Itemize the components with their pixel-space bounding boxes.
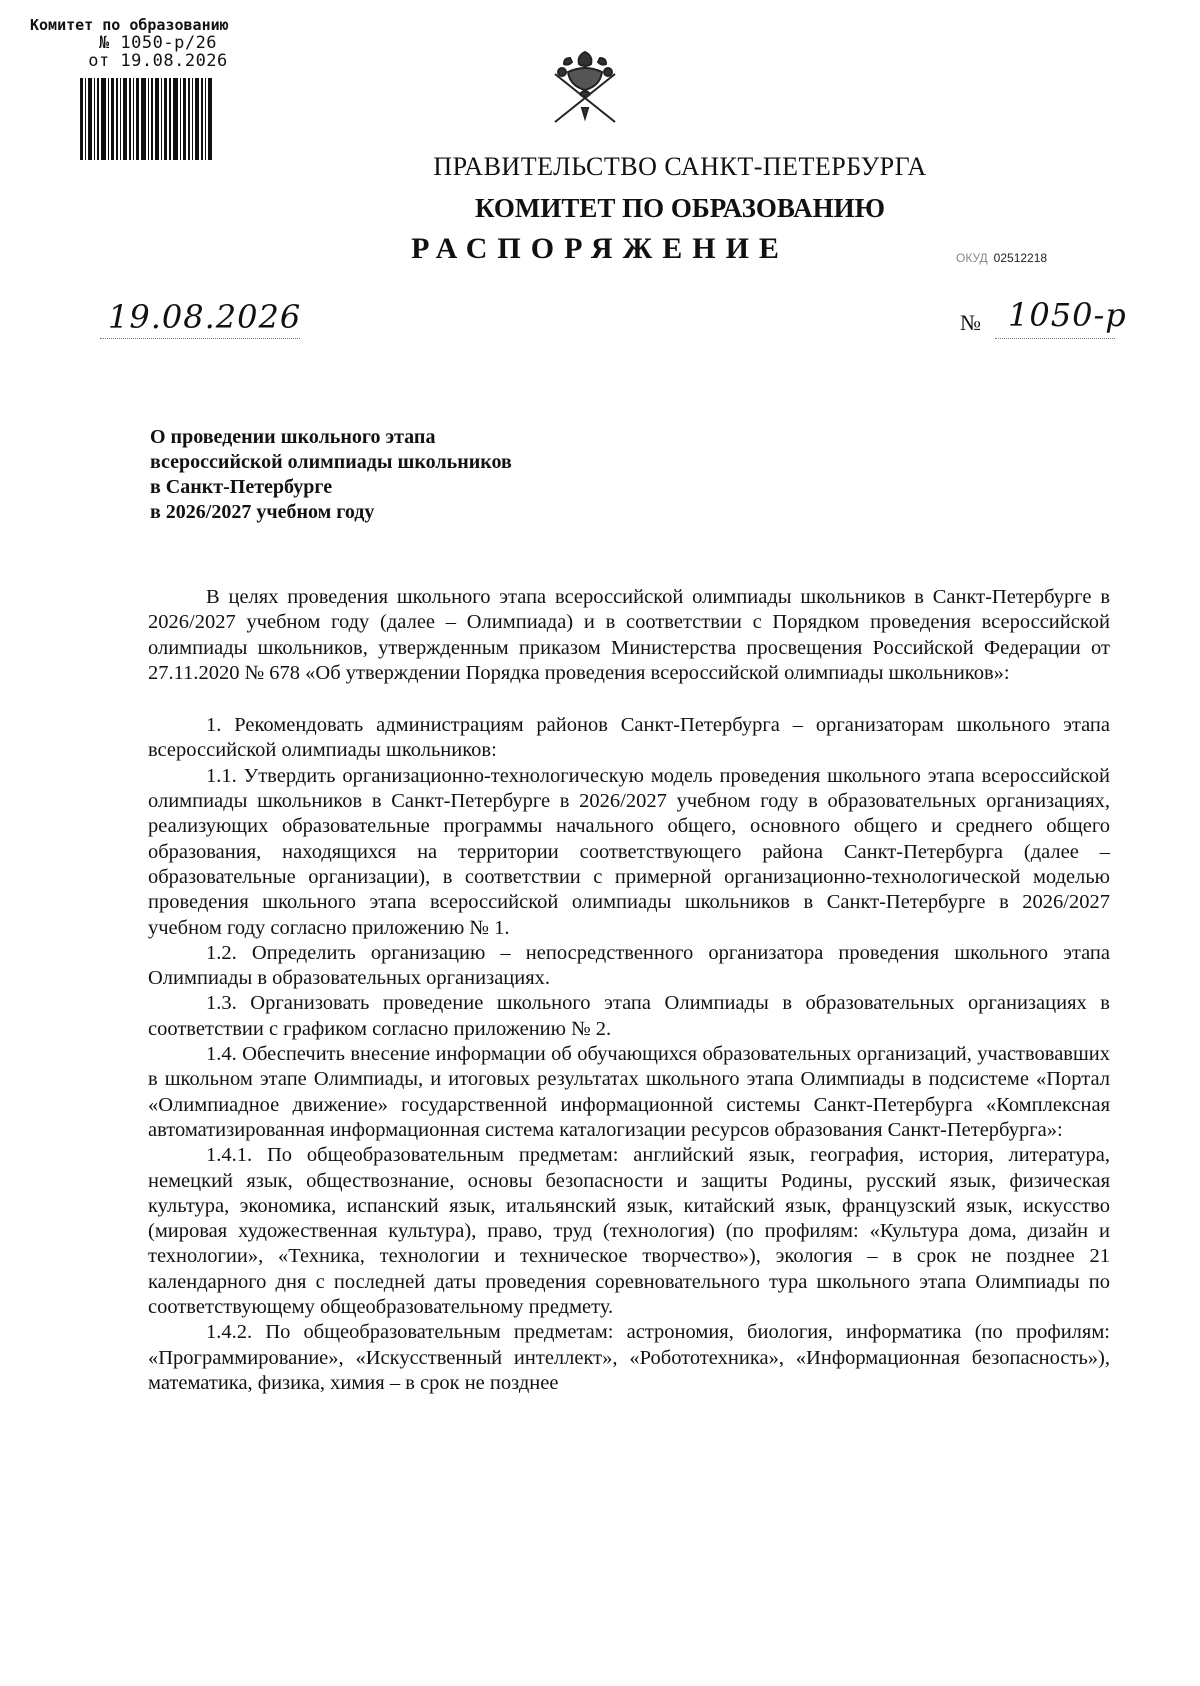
- clause-1-1: 1.1. Утвердить организационно-технологическую модель проведения школьного этапа всероссийской олимпиады школьников в Санкт-Петербурге в 2026/2027 учебном году в образовательных организациях, реализующих образовательные программы начального общего, основного общего и среднего общего образования, находящихся на территории соответствующего района Санкт-Петербурга (далее – образовательные организации), в соответствии с примерной организационно-технологической моделью проведения школьного этапа всероссийской олимпиады школьников в Санкт-Петербурге в 2026/2027 учебном году согласно приложению № 1.: [148, 764, 1110, 939]
- coat-of-arms-emblem: [540, 44, 630, 132]
- clause-1: 1. Рекомендовать администрациям районов Санкт-Петербурга – организаторам школьного этапа всероссийской олимпиады школьников:: [148, 714, 1110, 762]
- clause-1-3: 1.3. Организовать проведение школьного этапа Олимпиады в образовательных организациях в соответствии с графиком согласно приложению № 2.: [148, 992, 1110, 1040]
- stamp-reg-number: № 1050-р/26: [98, 33, 218, 53]
- document-number: 1050-р: [1008, 296, 1127, 334]
- stamp-reg-date: от 19.08.2026: [88, 51, 228, 71]
- document-body: [148, 585, 1110, 1396]
- okud-label: ОКУД: [956, 251, 988, 265]
- clause-1-4-1: 1.4.1. По общеобразовательным предметам: английский язык, география, история, литература, немецкий язык, обществознание, основы безопасности и защиты Родины, русский язык, физическая культура, экономика, испанский язык, итальянский язык, китайский язык, французский язык, искусство (мировая художественная культура), право, труд (технология) (по профилям: «Культура дома, дизайн и технологии», «Техника, технологии и техническое творчество»), экология – в срок не позднее 21 календарного дня с последней даты проведения соревновательного тура школьного этапа Олимпиады по соответствующему общеобразовательному предмету.: [148, 1144, 1110, 1319]
- government-title: ПРАВИТЕЛЬСТВО САНКТ-ПЕТЕРБУРГА: [433, 152, 927, 181]
- number-underline: [995, 338, 1115, 339]
- document-subject: [150, 425, 670, 525]
- clause-1-4: 1.4. Обеспечить внесение информации об обучающихся образовательных организаций, участвовавших в школьном этапе Олимпиады, и итоговых результатах школьного этапа Олимпиады в подсистеме «Портал «Олимпиадное движение» государственной информационной системы Санкт-Петербурга «Комплексная автоматизированная информационная система каталогизации ресурсов образования Санкт-Петербурга»:: [148, 1043, 1110, 1141]
- subject-line: в Санкт-Петербурге: [150, 476, 333, 498]
- preamble-paragraph: В целях проведения школьного этапа всероссийской олимпиады школьников в Санкт-Петербурге в 2026/2027 учебном году (далее – Олимпиада) и в соответствии с Порядком проведения всероссийской олимпиады школьников, утвержденным приказом Министерства просвещения Российской Федерации от 27.11.2020 № 678 «Об утверждении Порядка проведения всероссийской олимпиады школьников»:: [148, 586, 1110, 684]
- okud-code: [956, 251, 1047, 265]
- registration-stamp: [28, 16, 288, 70]
- document-type-title: РАСПОРЯЖЕНИЕ: [411, 232, 789, 265]
- date-underline: [100, 338, 300, 339]
- clause-1-4-2: 1.4.2. По общеобразовательным предметам: астрономия, биология, информатика (по профилям: «Программирование», «Искусственный интеллект», «Робототехника», «Информационная безопасность»), математика, физика, химия – в срок не позднее: [148, 1321, 1110, 1394]
- subject-line: О проведении школьного этапа: [150, 426, 436, 448]
- barcode-image: [80, 78, 215, 160]
- committee-title: КОМИТЕТ ПО ОБРАЗОВАНИЮ: [474, 193, 886, 223]
- clause-1-2: 1.2. Определить организацию – непосредственного организатора проведения школьного этапа Олимпиады в образовательных организациях.: [148, 941, 1110, 990]
- subject-line: всероссийской олимпиады школьников: [150, 451, 512, 473]
- subject-line: в 2026/2027 учебном году: [150, 501, 375, 523]
- okud-value: 02512218: [993, 251, 1048, 265]
- stamp-org: Комитет по образованию: [30, 16, 229, 34]
- number-sign: №: [960, 310, 981, 335]
- document-date: 19.08.2026: [108, 298, 302, 336]
